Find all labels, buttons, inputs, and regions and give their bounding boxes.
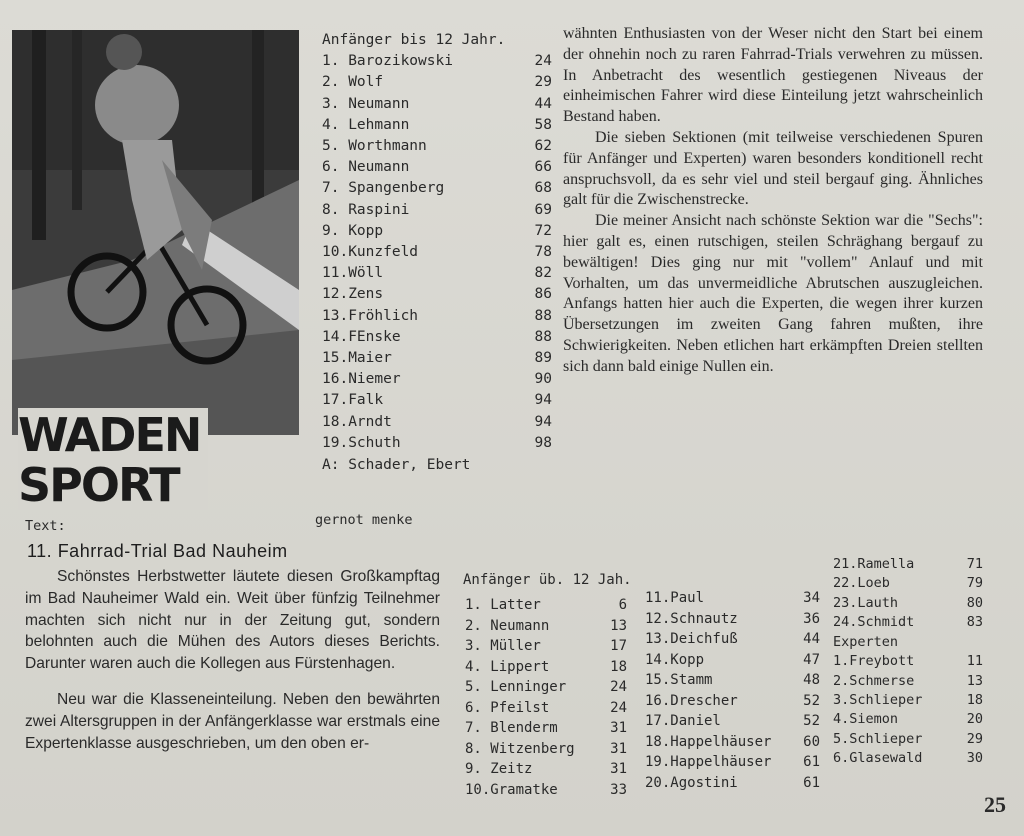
paragraph: Die meiner Ansicht nach schönste Sektion war die "Sechs": hier galt es, einen rutschigen, steilen Schräghang bergauf zu bewältigen! Dies ging nur mit "vollem" Anlauf und mit Vorhalten, um das unvermeidliche Abrutschen auszugleichen. Anfangs hatten hier auch die Experten, die wegen ihrer kurzen Übersetzungen im zweiten Gang fahren mußten, ihre Schwierigkeiten. Neben etlichen hart erkämpften Dreien stellten sich dann bald einige Nullen ein. — [563, 212, 983, 375]
result-score: 29 — [966, 730, 983, 747]
result-score: 94 — [534, 392, 552, 409]
result-name: 1.Freybott — [833, 653, 915, 670]
group2-column-b — [645, 588, 820, 793]
paragraph: wähnten Enthusiasten von der Weser nicht den Start bei einem der ohnehin noch zu raren Fahrrad-Trials verwehren zu müssen. In Anbetracht des wesentlich gestiegenen Niveaus der einheimischen Fahrer wird diese Einteilung jetzt wahrscheinlich Bestand haben. — [563, 25, 983, 126]
group2-column-c-and-experts — [833, 555, 983, 768]
result-score: 88 — [534, 307, 552, 324]
result-score: 47 — [803, 651, 820, 668]
result-row — [322, 200, 552, 221]
result-row — [833, 749, 983, 768]
result-score: 72 — [534, 222, 552, 239]
result-score: 52 — [803, 713, 820, 729]
result-score: 71 — [966, 556, 983, 572]
result-row — [833, 730, 983, 749]
result-row — [833, 555, 983, 574]
result-name: 13.Fröhlich — [322, 307, 419, 324]
experts-rows — [833, 652, 983, 768]
result-score: 62 — [534, 138, 552, 155]
result-score: 58 — [534, 116, 552, 133]
result-row — [833, 574, 983, 593]
result-score: 29 — [534, 74, 552, 91]
result-name: 5. Worthmann — [322, 138, 427, 155]
result-row — [833, 652, 983, 671]
headline — [18, 408, 208, 510]
credit-label: Text: — [25, 518, 66, 534]
result-row — [322, 94, 552, 115]
result-name: 5. Lenninger — [465, 679, 567, 695]
result-score: 18 — [966, 692, 983, 709]
result-score: 86 — [534, 286, 552, 303]
result-score: 52 — [803, 692, 820, 709]
result-name: 19.Schuth — [322, 434, 401, 451]
paragraph: Neu war die Klasseneinteilung. Neben den bewährten zwei Altersgruppen in der Anfängerklasse war erstmals eine Expertenklasse ausgeschrieben, um den oben er- — [25, 690, 440, 752]
result-score: 24 — [610, 699, 627, 716]
result-score: 80 — [966, 594, 983, 611]
experts-title: Experten — [833, 634, 899, 651]
paragraph: Schönstes Herbstwetter läutete diesen Großkampftag im Bad Nauheimer Wald ein. Weit über fünfzig Teilnehmer machten sich nicht nur in der Zeitung gut, sondern belohnten auch die Mühen des Autors dieses Berichts. Darunter waren auch die Kollegen aus Fürstenhagen. — [25, 568, 440, 673]
result-name: 17.Daniel — [645, 713, 721, 729]
result-row — [322, 72, 552, 93]
result-name: 2. Wolf — [322, 74, 384, 91]
result-name: 24.Schmidt — [833, 613, 915, 630]
result-name: 7. Blenderm — [465, 720, 558, 736]
result-name: 13.Deichfuß — [645, 631, 738, 647]
result-row — [465, 739, 627, 760]
result-row — [322, 157, 552, 178]
result-row — [322, 136, 552, 157]
result-name: 14.FEnske — [322, 328, 401, 345]
result-score: 61 — [803, 754, 820, 770]
result-name: 4. Lehmann — [322, 116, 410, 133]
paragraph: Die sieben Sektionen (mit teilweise verschiedenen Spuren für Anfänger und Experten) waren besonders konditionell recht anspruchsvoll, da es sehr viel und steil bergauf ging. Ähnliches galt für die Zwischenstrecke. — [563, 128, 983, 209]
result-row — [465, 698, 627, 719]
result-name: 1. Barozikowski — [322, 53, 453, 70]
result-name: 23.Lauth — [833, 594, 899, 611]
result-score: 34 — [803, 590, 820, 606]
article-left-column — [25, 566, 440, 754]
group2-column-a — [465, 595, 627, 800]
result-row — [322, 51, 552, 72]
result-row — [645, 711, 820, 732]
result-score: 89 — [534, 350, 552, 367]
result-row — [645, 629, 820, 650]
result-name: 14.Kopp — [645, 651, 705, 668]
result-score: 44 — [803, 631, 820, 647]
result-row — [322, 242, 552, 263]
result-score: 6 — [618, 597, 627, 613]
result-row — [322, 115, 552, 136]
result-score: 36 — [803, 610, 820, 627]
group1-title: Anfänger bis 12 Jahr. — [322, 32, 506, 48]
result-row — [322, 433, 552, 454]
result-row — [465, 636, 627, 657]
result-name: 3. Neumann — [322, 95, 410, 112]
result-score: 24 — [610, 679, 627, 695]
result-name: 15.Maier — [322, 350, 392, 367]
result-row — [833, 613, 983, 632]
result-score: 90 — [534, 371, 552, 388]
result-score: 17 — [610, 638, 627, 654]
result-score: 20 — [966, 711, 983, 728]
result-name: 2.Schmerse — [833, 672, 915, 689]
result-name: 7. Spangenberg — [322, 180, 445, 197]
result-name: 11.Wöll — [322, 265, 384, 282]
result-row — [645, 650, 820, 671]
result-row — [465, 759, 627, 780]
headline-line1: WADEN — [18, 408, 201, 462]
result-row — [322, 306, 552, 327]
result-row — [322, 284, 552, 305]
result-name: 12.Schnautz — [645, 610, 738, 627]
result-score: 88 — [534, 328, 552, 345]
result-row — [322, 412, 552, 433]
result-row — [645, 670, 820, 691]
result-score: 18 — [610, 658, 627, 675]
result-row — [645, 609, 820, 630]
result-name: 4.Siemon — [833, 711, 899, 728]
result-name: 12.Zens — [322, 286, 384, 303]
result-score: 61 — [803, 774, 820, 791]
result-row — [645, 752, 820, 773]
page-number: 25 — [984, 792, 1006, 817]
group2-title: Anfänger üb. 12 Jah. — [463, 572, 632, 588]
result-name: 10.Kunzfeld — [322, 244, 419, 261]
result-row — [322, 263, 552, 284]
result-name: 8. Witzenberg — [465, 740, 575, 757]
group2-column-c — [833, 555, 983, 632]
result-name: 3.Schlieper — [833, 692, 923, 709]
result-name: 19.Happelhäuser — [645, 754, 772, 770]
result-score: 69 — [534, 201, 552, 218]
result-name: 9. Zeitz — [465, 761, 533, 777]
result-name: 6. Neumann — [322, 159, 410, 176]
result-score: 68 — [534, 180, 552, 197]
result-row — [465, 677, 627, 698]
result-row — [322, 221, 552, 242]
result-score: 82 — [534, 265, 552, 282]
cyclist-photo — [12, 30, 299, 435]
result-row — [833, 594, 983, 613]
result-row — [645, 732, 820, 753]
result-row — [465, 780, 627, 801]
result-row — [645, 588, 820, 609]
article-right-column — [563, 24, 983, 378]
result-name: 2. Neumann — [465, 617, 550, 634]
result-score: 60 — [803, 733, 820, 750]
group1-rows — [322, 51, 552, 454]
result-score: 30 — [966, 749, 983, 766]
result-name: 20.Agostini — [645, 774, 738, 791]
result-row — [322, 327, 552, 348]
result-name: 1. Latter — [465, 597, 541, 613]
result-row — [322, 390, 552, 411]
headline-line2: SPORT — [18, 458, 179, 512]
cyclist-photo-icon — [12, 30, 299, 435]
result-name: 16.Niemer — [322, 371, 401, 388]
result-name: 9. Kopp — [322, 222, 384, 239]
result-name: 21.Ramella — [833, 556, 915, 572]
result-name: 15.Stamm — [645, 672, 713, 688]
result-score: 66 — [534, 159, 552, 176]
credit-author: gernot menke — [315, 512, 413, 528]
result-score: 24 — [534, 53, 552, 70]
article-title: 11. Fahrrad-Trial Bad Nauheim — [27, 541, 288, 561]
result-score: 31 — [610, 740, 627, 757]
result-name: 3. Müller — [465, 638, 541, 654]
result-name: 8. Raspini — [322, 201, 410, 218]
results-group1 — [322, 30, 552, 476]
result-score: 98 — [534, 434, 552, 451]
result-row — [833, 710, 983, 729]
result-row — [465, 616, 627, 637]
result-row — [465, 718, 627, 739]
result-score: 78 — [534, 244, 552, 261]
result-name: 17.Falk — [322, 392, 384, 409]
result-name: 6.Glasewald — [833, 749, 923, 766]
result-row — [322, 348, 552, 369]
result-score: 48 — [803, 672, 820, 688]
result-name: 18.Happelhäuser — [645, 733, 772, 750]
result-row — [833, 691, 983, 710]
result-score: 31 — [610, 720, 627, 736]
result-name: 10.Gramatke — [465, 781, 558, 798]
result-score: 33 — [610, 781, 627, 798]
result-score: 83 — [966, 613, 983, 630]
result-name: 6. Pfeilst — [465, 699, 550, 716]
result-name: 5.Schlieper — [833, 730, 923, 747]
result-name: 4. Lippert — [465, 658, 550, 675]
result-row — [465, 657, 627, 678]
result-score: 94 — [534, 413, 552, 430]
result-row — [833, 672, 983, 691]
result-row — [322, 178, 552, 199]
result-score: 13 — [610, 617, 627, 634]
result-row — [322, 369, 552, 390]
result-row — [645, 773, 820, 794]
result-score: 44 — [534, 95, 552, 112]
result-score: 13 — [966, 672, 983, 689]
result-row — [645, 691, 820, 712]
result-name: 11.Paul — [645, 590, 705, 606]
result-score: 31 — [610, 761, 627, 777]
result-name: 22.Loeb — [833, 575, 890, 592]
result-name: 18.Arndt — [322, 413, 392, 430]
group1-note: A: Schader, Ebert — [322, 457, 471, 474]
result-score: 79 — [966, 575, 983, 592]
result-row — [465, 595, 627, 616]
result-score: 11 — [966, 653, 983, 670]
result-name: 16.Drescher — [645, 692, 738, 709]
